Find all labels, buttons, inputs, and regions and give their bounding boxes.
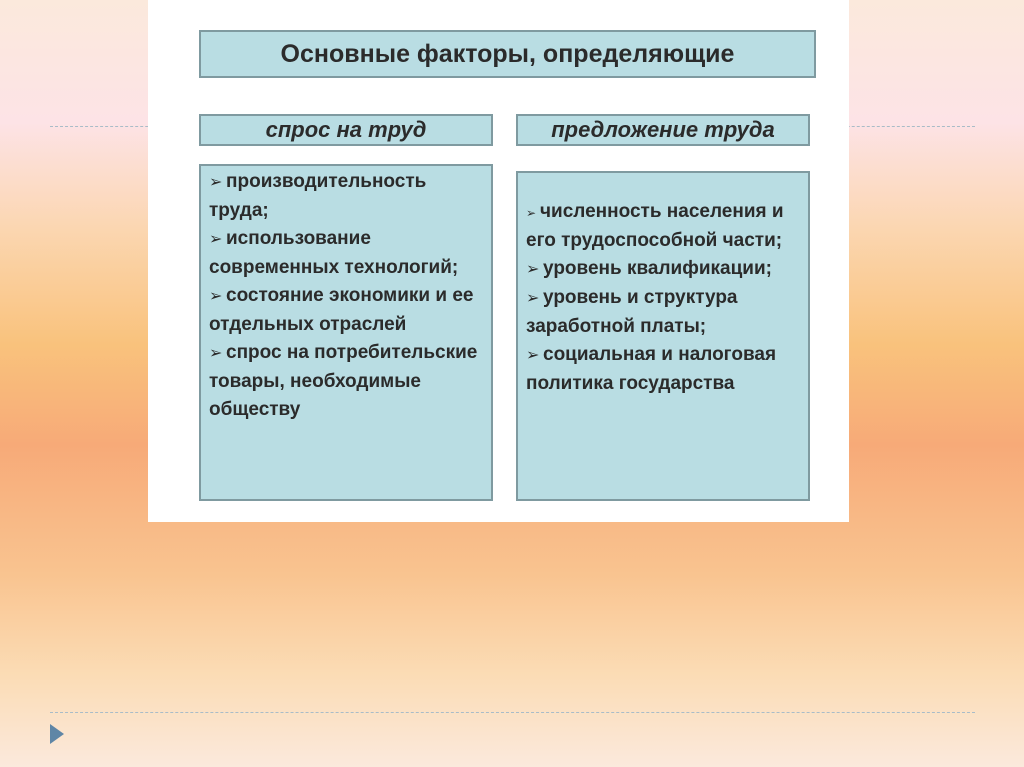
list-item-text: уровень квалификации; xyxy=(543,258,772,279)
arrowhead-bullet-icon: ➢ xyxy=(526,206,537,220)
arrowhead-bullet-icon: ➢ xyxy=(526,290,540,307)
list-item xyxy=(526,198,800,255)
arrowhead-bullet-icon: ➢ xyxy=(526,261,540,278)
arrowhead-bullet-icon: ➢ xyxy=(526,347,540,364)
arrowhead-bullet-icon: ➢ xyxy=(209,288,223,305)
list-item xyxy=(526,255,800,284)
supply-heading-text: предложение труда xyxy=(551,117,775,142)
demand-factors-box xyxy=(199,164,493,501)
list-item xyxy=(526,341,800,398)
arrowhead-bullet-icon: ➢ xyxy=(209,174,223,191)
demand-factors-list xyxy=(209,168,483,424)
play-triangle-icon xyxy=(50,724,64,744)
list-item-text: численность населения и его трудоспособной части; xyxy=(526,201,784,251)
diagram-title xyxy=(199,30,816,78)
list-item xyxy=(526,284,800,341)
list-item-text: уровень и структура заработной платы; xyxy=(526,287,738,337)
bottom-dashed-rule xyxy=(50,712,975,713)
list-item-text: производительность труда; xyxy=(209,171,427,221)
list-item xyxy=(209,225,483,282)
supply-factors-list xyxy=(526,198,800,398)
arrowhead-bullet-icon: ➢ xyxy=(209,231,223,248)
list-item xyxy=(209,282,483,339)
list-item-text: спрос на потребительские товары, необходимые обществу xyxy=(209,342,478,420)
diagram-title-text: Основные факторы, определяющие xyxy=(280,39,735,68)
list-item-text: использование современных технологий; xyxy=(209,228,459,278)
diagram-panel xyxy=(148,0,849,522)
arrowhead-bullet-icon: ➢ xyxy=(209,345,223,362)
list-item xyxy=(209,339,483,424)
supply-heading xyxy=(516,114,810,146)
demand-heading-text: спрос на труд xyxy=(265,117,427,142)
supply-factors-box xyxy=(516,171,810,501)
list-item xyxy=(209,168,483,225)
list-item-text: социальная и налоговая политика государства xyxy=(526,344,777,394)
list-item-text: состояние экономики и ее отдельных отраслей xyxy=(209,285,474,335)
demand-heading xyxy=(199,114,493,146)
